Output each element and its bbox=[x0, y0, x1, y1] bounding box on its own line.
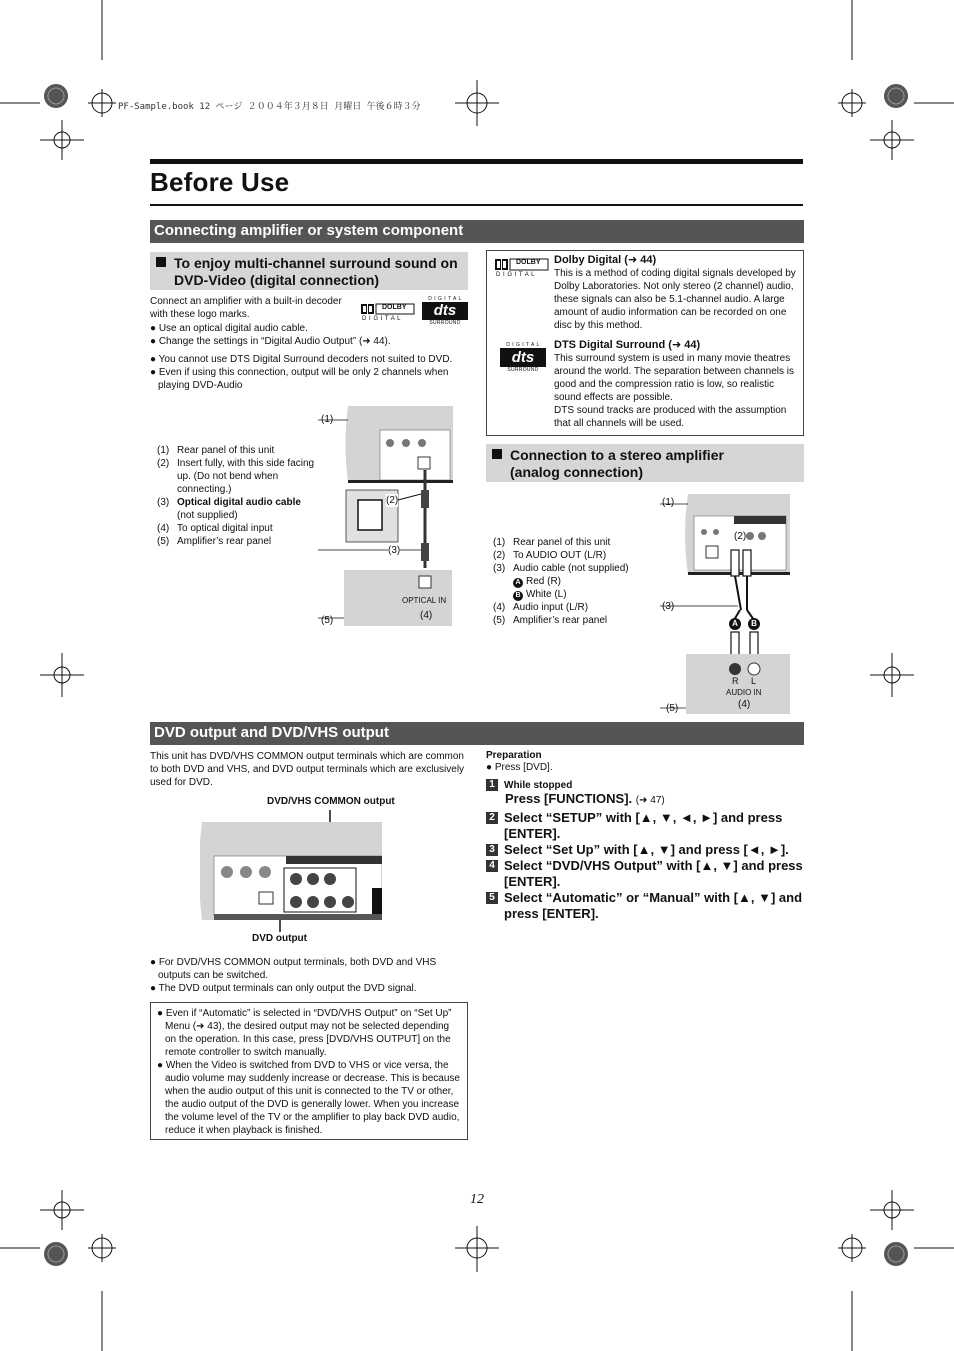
plug-b-icon: B bbox=[748, 618, 760, 630]
square-bullet-icon bbox=[492, 449, 502, 459]
bullet: ● For DVD/VHS COMMON output terminals, both DVD and VHS outputs can be switched. bbox=[150, 957, 437, 981]
page-title: Before Use bbox=[150, 167, 290, 197]
stereo-diagram-label-1: (1) bbox=[662, 497, 675, 508]
legend-item: (2) Insert fully, with this side facing up. (Do not bend when connecting.) bbox=[157, 458, 315, 495]
dolby-word: DOLBY bbox=[516, 259, 541, 266]
title-rule-top bbox=[150, 159, 803, 164]
dts-word: dts bbox=[422, 302, 468, 320]
dts-surround-word: SURROUND bbox=[507, 367, 539, 373]
legend-item: (4) Audio input (L/R) bbox=[493, 602, 589, 613]
bullet: ● You cannot use DTS Digital Surround decoders not suited to DVD. bbox=[150, 354, 453, 365]
bullet: ● Even if using this connection, output will be only 2 channels when playing DVD-Audio bbox=[150, 367, 449, 391]
audio-in-label: AUDIO IN bbox=[726, 688, 762, 697]
legend-item: (2) To AUDIO OUT (L/R) bbox=[493, 550, 607, 561]
digital-diagram-label-1: (1) bbox=[321, 414, 334, 425]
step-number-1: 1 bbox=[486, 779, 498, 791]
square-bullet-icon bbox=[156, 257, 166, 267]
common-output-label: DVD/VHS COMMON output bbox=[267, 796, 395, 807]
legend-item: (1) Rear panel of this unit bbox=[493, 537, 611, 548]
step: 3 Select “Set Up” with [▲, ▼] and press [◄, ►]. bbox=[486, 842, 804, 858]
stereo-diagram-label-2: (2) bbox=[734, 531, 747, 542]
digital-diagram-label-5: (5) bbox=[321, 615, 334, 626]
audio-in-r-label: R bbox=[732, 676, 739, 686]
dvd-output-label: DVD output bbox=[252, 933, 307, 944]
digital-legend bbox=[157, 444, 317, 548]
digital-diagram-label-2: (2) bbox=[386, 495, 399, 506]
digital-intro: Connect an amplifier with a built-in decoder with these logo marks. bbox=[150, 296, 342, 320]
bullet: ● When the Video is switched from DVD to VHS or vice versa, the audio volume may suddenly increase or decrease. This is because when the audio output of this unit is connected to the TV or other, the audio output of the DVD is generally lower. When you increase the volume level of the TV or the amplifier to play back DVD audio, reduce it when playback is finished. bbox=[157, 1060, 460, 1136]
preparation-title: Preparation bbox=[486, 750, 542, 761]
stereo-heading-line2: (analog connection) bbox=[510, 464, 643, 480]
preparation-item: ● Press [DVD]. bbox=[486, 762, 553, 773]
digital-heading-line1: To enjoy multi-channel surround sound on bbox=[174, 255, 458, 271]
circle-b-icon: B bbox=[513, 591, 523, 601]
legend-item: (4) To optical digital input bbox=[157, 523, 273, 534]
legend-item: (3) Audio cable (not supplied) bbox=[493, 563, 629, 574]
plug-a-icon: A bbox=[729, 618, 741, 630]
dts-text2: DTS sound tracks are produced with the assumption that all channels will be used. bbox=[554, 405, 787, 429]
section-dvd-output: DVD output and DVD/VHS output bbox=[150, 722, 804, 745]
dts-description bbox=[554, 339, 798, 430]
legend-item: (5) Amplifier’s rear panel bbox=[493, 615, 608, 626]
stereo-diagram-label-3: (3) bbox=[662, 601, 675, 612]
title-rule-bottom bbox=[150, 204, 803, 206]
stereo-diagram-label-4: (4) bbox=[738, 699, 751, 710]
note-box bbox=[150, 1002, 468, 1140]
dts-box-logo bbox=[500, 342, 546, 378]
dolby-digital-word: D I G I T A L bbox=[496, 272, 535, 278]
legend-item: (5) Amplifier’s rear panel bbox=[157, 536, 272, 547]
digital-bullets1 bbox=[150, 322, 468, 348]
audio-in-l-label: L bbox=[751, 676, 757, 686]
optical-in-label: OPTICAL IN bbox=[402, 596, 447, 605]
step: 2 Select “SETUP” with [▲, ▼, ◄, ►] and press [ENTER]. bbox=[486, 810, 804, 842]
analog-connection-diagram bbox=[660, 492, 792, 716]
page-number: 12 bbox=[470, 1192, 484, 1207]
digital-bullets2 bbox=[150, 353, 468, 392]
dvdout-bullets bbox=[150, 956, 468, 995]
stereo-legend bbox=[493, 536, 653, 627]
print-header: PF-Sample.book 12 ページ ２００４年３月８日 月曜日 午後６時３分 bbox=[118, 102, 421, 112]
dolby-title: Dolby Digital (➜ 44) bbox=[554, 254, 657, 266]
dolby-box-logo bbox=[494, 258, 550, 280]
dolby-word: DOLBY bbox=[382, 304, 407, 311]
legend-item: B White (L) bbox=[493, 588, 653, 601]
rear-panel-diagram bbox=[200, 810, 382, 935]
step-1: 1 While stopped Press [FUNCTIONS]. (➜ 47) bbox=[486, 779, 804, 809]
dvdout-intro: This unit has DVD/VHS COMMON output terminals which are common to both DVD and VHS, and DVD output terminals which are exclusively used for DVD. bbox=[150, 751, 465, 788]
optical-connection-diagram bbox=[318, 400, 468, 628]
dts-text: This surround system is used in many movie theatres around the world. The separation between channels is good and the compression ratio is low, so realistic sound effects are possible. bbox=[554, 353, 794, 403]
stereo-heading bbox=[486, 444, 804, 482]
legend-item: A Red (R) bbox=[493, 575, 653, 588]
bullet: ● Change the settings in “Digital Audio Output” (➜ 44). bbox=[150, 336, 391, 347]
step: 4 Select “DVD/VHS Output” with [▲, ▼] and press [ENTER]. bbox=[486, 858, 804, 890]
bullet: ● The DVD output terminals can only output the DVD signal. bbox=[150, 983, 417, 994]
section-connecting: Connecting amplifier or system component bbox=[150, 220, 804, 243]
preparation bbox=[486, 750, 804, 774]
legend-item: (3) Optical digital audio cable (not supplied) bbox=[157, 497, 301, 521]
digital-heading bbox=[150, 252, 468, 290]
circle-a-icon: A bbox=[513, 578, 523, 588]
dolby-description bbox=[554, 254, 798, 332]
legend-item: (1) Rear panel of this unit bbox=[157, 445, 275, 456]
digital-diagram-label-3: (3) bbox=[388, 545, 401, 556]
stereo-diagram-label-5: (5) bbox=[666, 703, 679, 714]
step: 5 Select “Automatic” or “Manual” with [▲, ▼] and press [ENTER]. bbox=[486, 890, 804, 922]
digital-diagram-label-4: (4) bbox=[420, 610, 433, 621]
dts-digital-word: D I G I T A L bbox=[428, 296, 462, 302]
bullet: ● Even if “Automatic” is selected in “DVD/VHS Output” on “Set Up” Menu (➜ 43), the desired output may not be selected depending on the operation. In this case, press [DVD/VHS OUTPUT] on the remote controller to switch manually. bbox=[157, 1008, 452, 1058]
dts-digital-word: D I G I T A L bbox=[506, 342, 540, 348]
stereo-heading-line1: Connection to a stereo amplifier bbox=[510, 447, 724, 463]
dts-surround-word: SURROUND bbox=[429, 320, 461, 326]
steps-list bbox=[486, 810, 804, 922]
dolby-text: This is a method of coding digital signals developed by Dolby Laboratories. Not only stereo (2 channel) audio, these signals can also be 5.1-channel audio. A large amount of audio information can be recorded on one disc by this method. bbox=[554, 268, 796, 331]
bullet: ● Use an optical digital audio cable. bbox=[150, 323, 308, 334]
dts-word: dts bbox=[500, 348, 546, 367]
dolby-digital-word: D I G I T A L bbox=[362, 316, 401, 322]
dts-title: DTS Digital Surround (➜ 44) bbox=[554, 339, 701, 351]
digital-heading-line2: DVD-Video (digital connection) bbox=[174, 272, 380, 288]
